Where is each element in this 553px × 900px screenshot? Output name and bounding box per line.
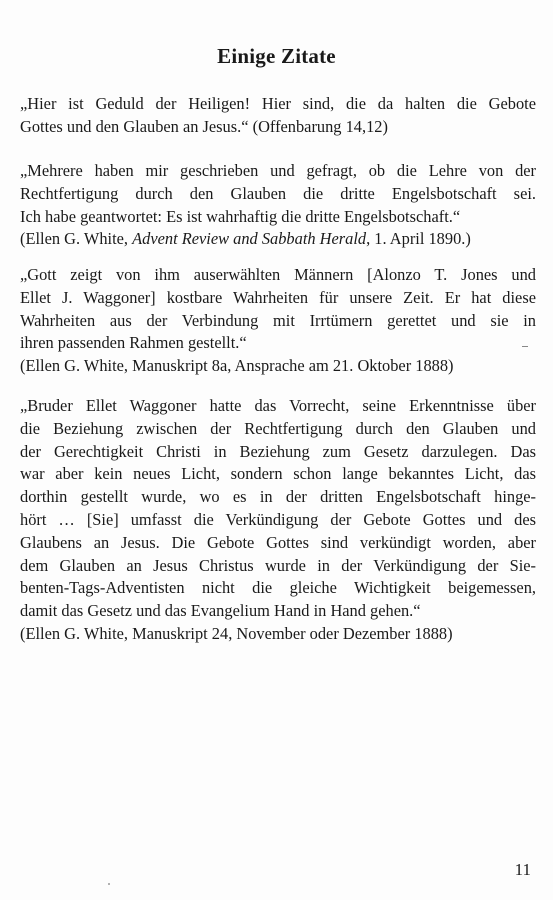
page-title: Einige Zitate — [217, 44, 336, 68]
source-suffix: , 1. April 1890.) — [366, 229, 471, 249]
quote-line: Wahrheiten aus der Verbindung mit Irrtümern gerettet und sie in — [20, 310, 536, 330]
quote-line: damit das Gesetz und das Evangelium Hand in Hand gehen.“ — [20, 601, 421, 621]
quote-line: Gottes und den Glauben an Jesus.“ (Offenbarung 14,12) — [20, 116, 388, 136]
source-publication: Advent Review and Sabbath Herald — [132, 229, 367, 249]
quote-line: dem Glauben an Jesus Christus wurde in der Verkündigung der Sie- — [20, 555, 536, 575]
quote-manuscript-24 — [20, 395, 536, 646]
page-number: 11 — [514, 860, 531, 879]
scan-speck — [522, 346, 528, 347]
quote-line: dorthin gestellt wurde, wo es in der dritten Engelsbotschaft hinge- — [20, 487, 536, 507]
quote-line: hört … [Sie] umfasst die Verkündigung der Gebote Gottes und des — [20, 509, 536, 529]
quote-line: der Gerechtigkeit Christi in Beziehung zum Gesetz darzulegen. Das — [20, 441, 536, 461]
quote-line: „Gott zeigt von ihm auserwählten Männern [Alonzo T. Jones und — [20, 265, 536, 284]
quote-source: (Ellen G. White, Manuskript 8a, Ansprache am 21. Oktober 1888) — [20, 356, 454, 376]
quote-line: Rechtfertigung durch den Glauben die dritte Engelsbotschaft sei. — [20, 183, 536, 203]
quote-line: benten-Tags-Adventisten nicht die gleiche Wichtigkeit beigemessen, — [20, 578, 536, 598]
quote-line: „Mehrere haben mir geschrieben und gefragt, ob die Lehre von der — [20, 161, 536, 180]
quote-line: Ellet J. Waggoner] kostbare Wahrheiten für unsere Zeit. Er hat diese — [20, 287, 536, 307]
quote-line: die Beziehung zwischen der Rechtfertigung durch den Glauben und — [20, 418, 536, 438]
quote-revelation — [20, 93, 536, 139]
quote-source — [20, 228, 536, 251]
quote-line: Ich habe geantwortet: Es ist wahrhaftig die dritte Engelsbotschaft.“ — [20, 206, 461, 226]
source-prefix: (Ellen G. White, — [20, 229, 133, 249]
quote-line: „Bruder Ellet Waggoner hatte das Vorrecht, seine Erkenntnisse über — [20, 396, 536, 415]
scan-speck — [108, 883, 110, 885]
quote-source: (Ellen G. White, Manuskript 24, November oder Dezember 1888) — [20, 623, 453, 643]
quote-line: war aber kein neues Licht, sondern schon lange bekanntes Licht, das — [20, 464, 536, 484]
quote-line: ihren passenden Rahmen gestellt.“ — [20, 333, 247, 353]
quote-line: Glaubens an Jesus. Die Gebote Gottes sind verkündigt worden, aber — [20, 532, 536, 552]
quote-advent-review — [20, 160, 536, 251]
quote-manuscript-8a — [20, 264, 536, 378]
quote-line: „Hier ist Geduld der Heiligen! Hier sind, die da halten die Gebote — [20, 94, 536, 113]
